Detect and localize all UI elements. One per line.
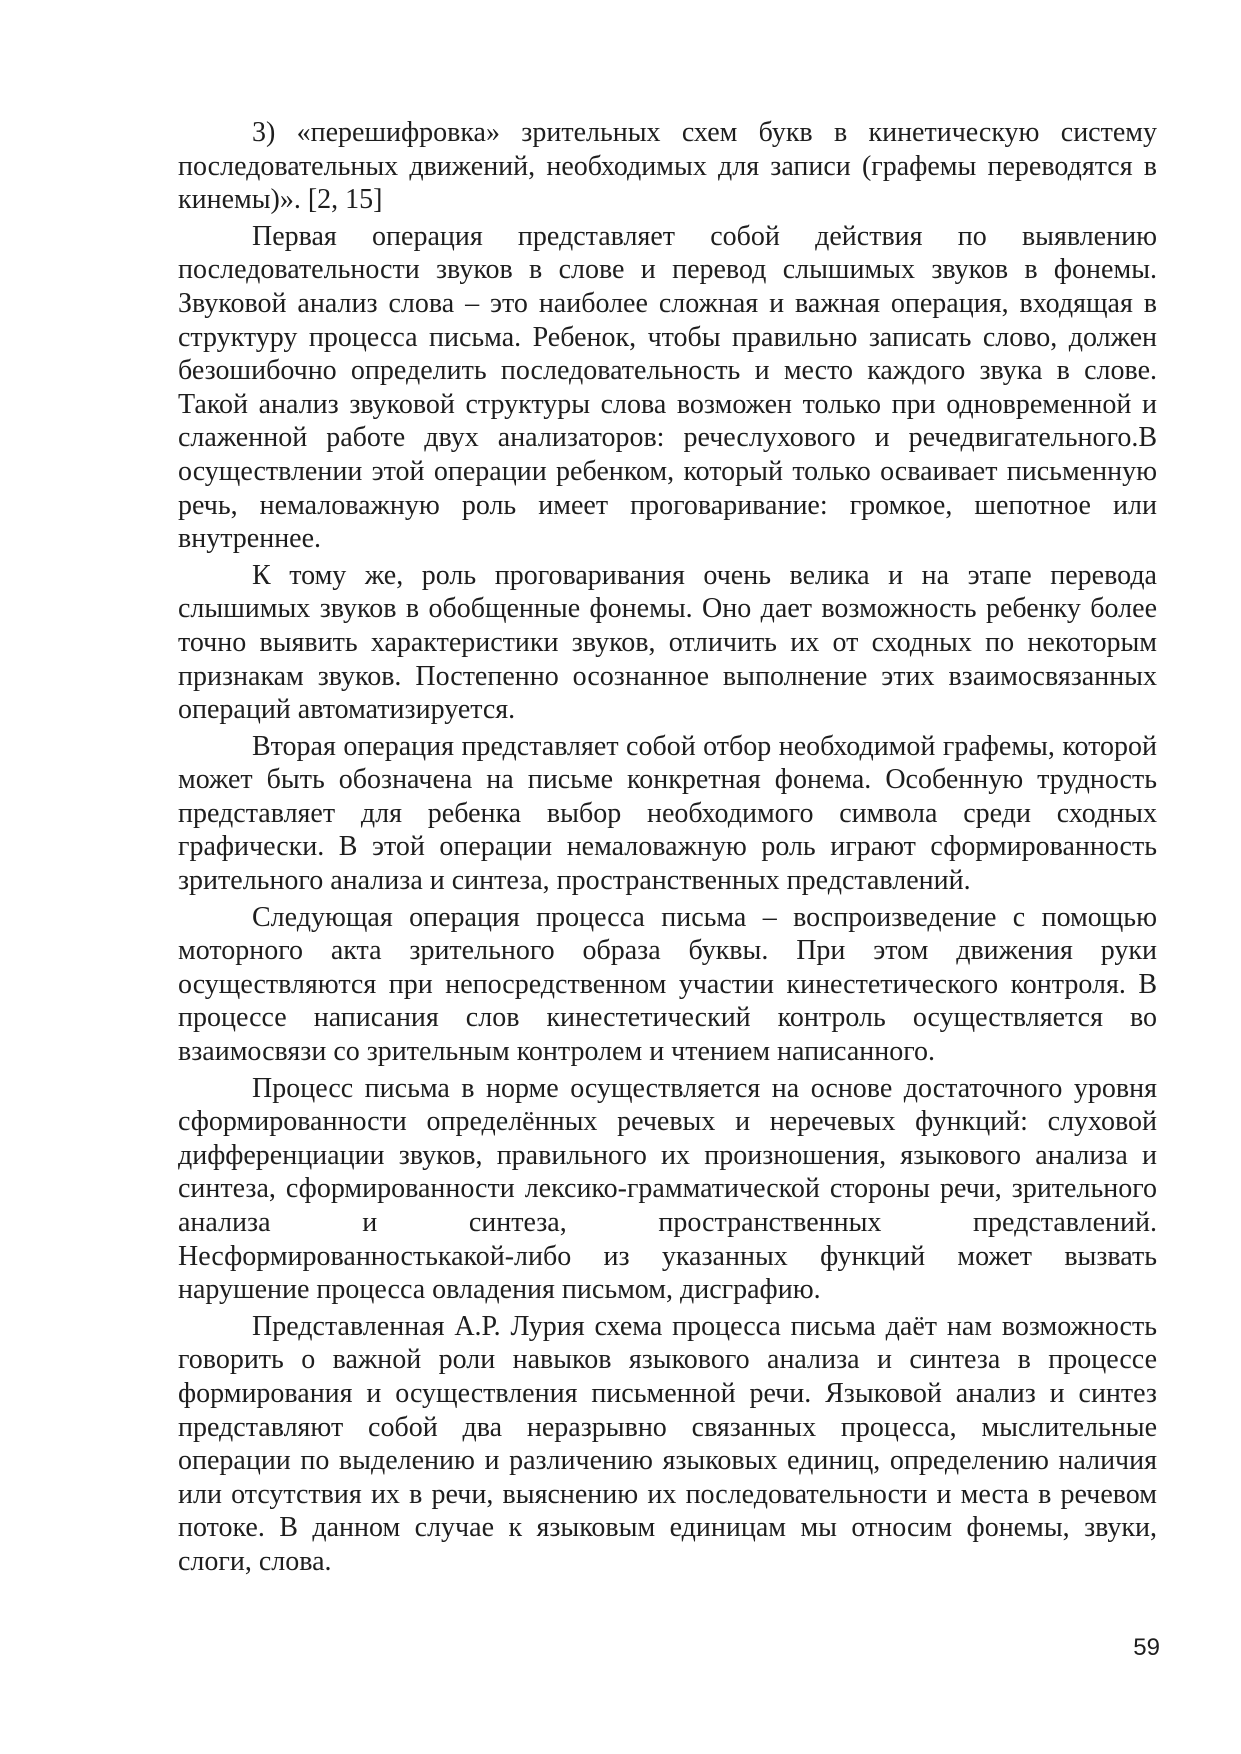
body-text xyxy=(178,116,1157,1579)
page-number: 59 xyxy=(1133,1634,1160,1661)
paragraph-3: К тому же, роль проговаривания очень велика и на этапе перевода слышимых звуков в обобщенные фонемы. Оно дает возможность ребенку более точно выявить характеристики звуков, отличить их от сходных по некоторым признакам звуков. Постепенно осознанное выполнение этих взаимосвязанных операций автоматизируется. xyxy=(178,559,1157,726)
paragraph-2: Первая операция представляет собой действия по выявлению последовательности звуков в слове и перевод слышимых звуков в фонемы. Звуковой анализ слова – это наиболее сложная и важная операция, входящая в структуру процесса письма. Ребенок, чтобы правильно записать слово, должен безошибочно определить последовательность и место каждого звука в слове. Такой анализ звуковой структуры слова возможен только при одновременной и слаженной работе двух анализаторов: речеслухового и речедвигательного.В осуществлении этой операции ребенком, который только осваивает письменную речь, немаловажную роль имеет проговаривание: громкое, шепотное или внутреннее. xyxy=(178,220,1157,555)
paragraph-5: Следующая операция процесса письма – воспроизведение с помощью моторного акта зрительного образа буквы. При этом движения руки осуществляются при непосредственном участии кинестетического контроля. В процессе написания слов кинестетический контроль осуществляется во взаимосвязи со зрительным контролем и чтением написанного. xyxy=(178,901,1157,1068)
paragraph-4: Вторая операция представляет собой отбор необходимой графемы, которой может быть обозначена на письме конкретная фонема. Особенную трудность представляет для ребенка выбор необходимого символа среди сходных графически. В этой операции немаловажную роль играют сформированность зрительного анализа и синтеза, пространственных представлений. xyxy=(178,730,1157,897)
paragraph-6: Процесс письма в норме осуществляется на основе достаточного уровня сформированности определённых речевых и неречевых функций: слуховой дифференциации звуков, правильного их произношения, языкового анализа и синтеза, сформированности лексико-грамматической стороны речи, зрительного анализа и синтеза, пространственных представлений. Несформированностькакой-либо из указанных функций может вызвать нарушение процесса овладения письмом, дисграфию. xyxy=(178,1072,1157,1306)
paragraph-7: Представленная А.Р. Лурия схема процесса письма даёт нам возможность говорить о важной роли навыков языкового анализа и синтеза в процессе формирования и осуществления письменной речи. Языковой анализ и синтез представляют собой два неразрывно связанных процесса, мыслительные операции по выделению и различению языковых единиц, определению наличия или отсутствия их в речи, выяснению их последовательности и места в речевом потоке. В данном случае к языковым единицам мы относим фонемы, звуки, слоги, слова. xyxy=(178,1310,1157,1577)
paragraph-1: 3) «перешифровка» зрительных схем букв в кинетическую систему последовательных движений, необходимых для записи (графемы переводятся в кинемы)». [2, 15] xyxy=(178,117,1157,216)
